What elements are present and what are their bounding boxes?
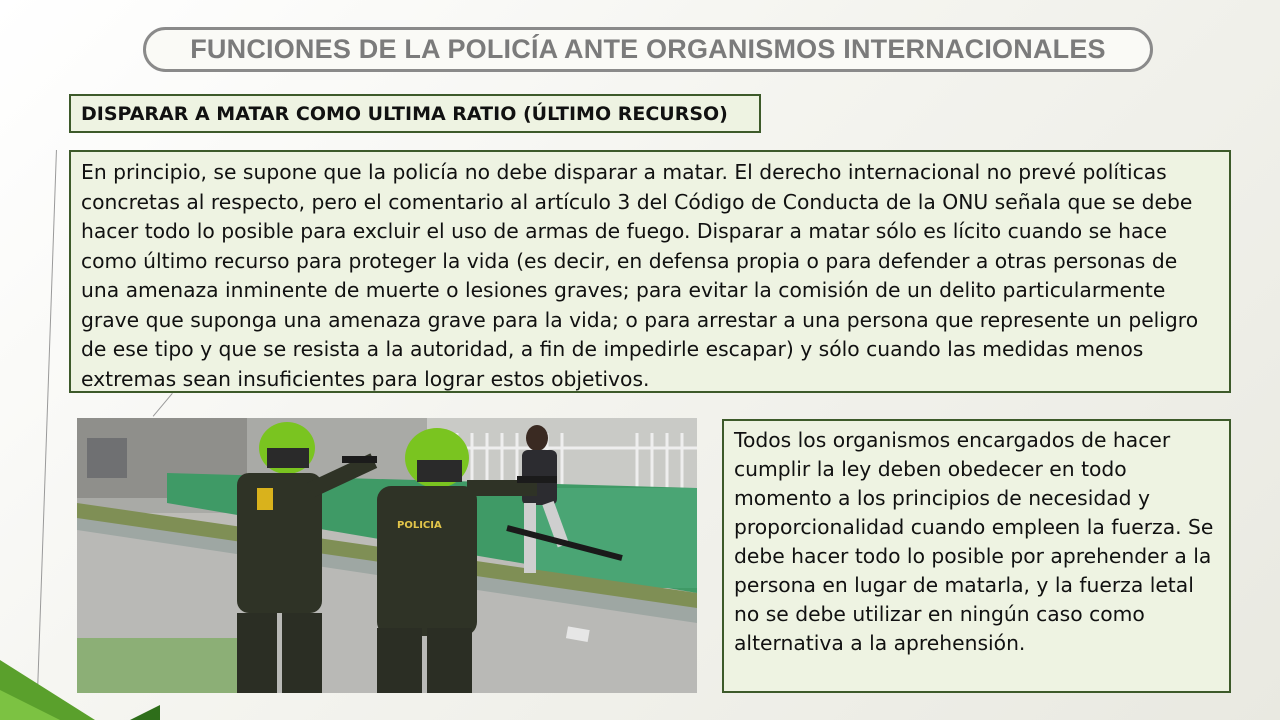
section-heading-box [69,94,761,133]
police-photo-illustration [77,418,697,693]
police-photo [77,418,697,693]
side-paragraph: Todos los organismos encargados de hacer cumplir la ley deben obedecer en todo momento a los principios de necesidad y proporcionalidad cuando empleen la fuerza. Se debe hacer todo lo posible por aprehender a la persona en lugar de matarla, y la fuerza letal no se debe utilizar en ningún caso como alternativa a la aprehensión. [734,428,1214,655]
main-paragraph: En principio, se supone que la policía no debe disparar a matar. El derecho internacional no prevé políticas concretas al respecto, pero el comentario al artículo 3 del Código de Conducta de la ONU señala que se debe hacer todo lo posible para excluir el uso de armas de fuego. Disparar a matar sólo es lícito cuando se hace como último recurso para proteger la vida (es decir, en defensa propia o para defender a otras personas de una amenaza inminente de muerte o lesiones graves; para evitar la comisión de un delito particularmente grave que suponga una amenaza grave para la vida; o para arrestar a una persona que represente un peligro de ese tipo y que se resista a la autoridad, a fin de impedirle escapar) y sólo cuando las medidas menos extremas sean insuficientes para lograr estos objetivos. [81,160,1199,391]
slide-title-banner [143,27,1153,72]
slide-title: FUNCIONES DE LA POLICÍA ANTE ORGANISMOS INTERNACIONALES [190,34,1106,64]
main-text-box [69,150,1231,393]
police-vest-label: POLICIA [397,520,442,531]
section-heading: DISPARAR A MATAR COMO ULTIMA RATIO (ÚLTIMO RECURSO) [81,102,728,125]
green-triangle-dark [130,705,160,720]
side-text-box [722,419,1231,693]
